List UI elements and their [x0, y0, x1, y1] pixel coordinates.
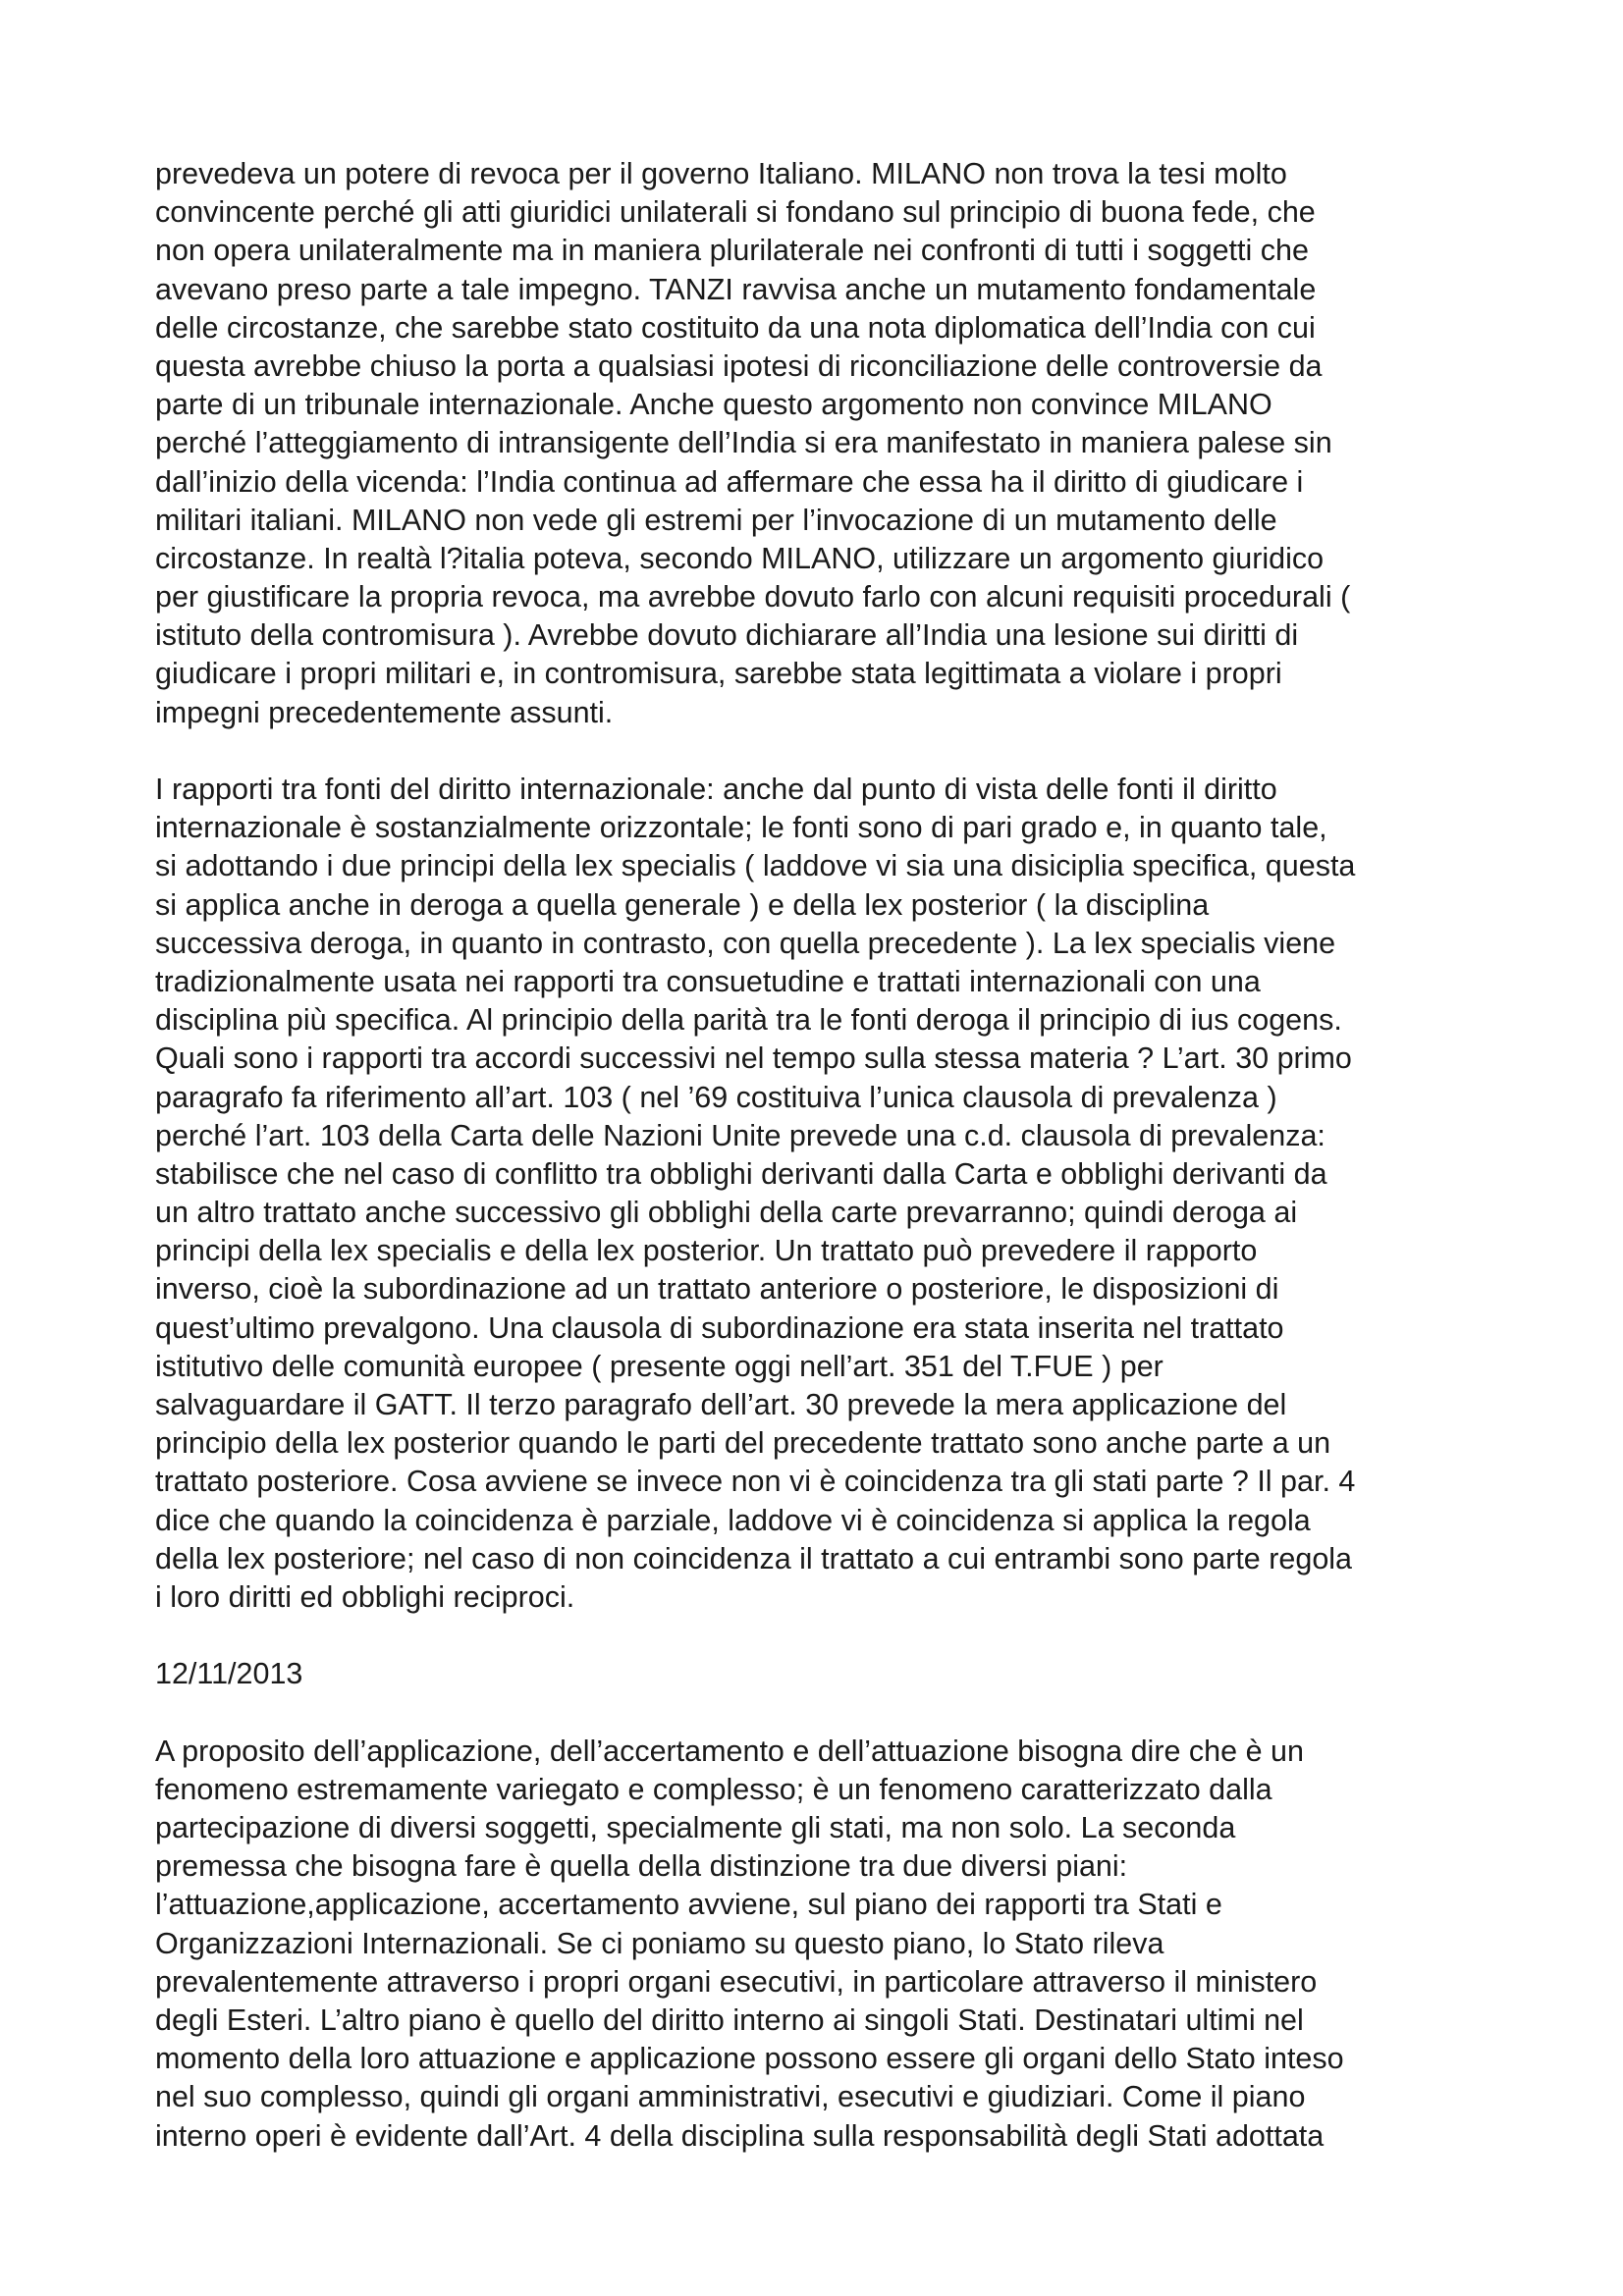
- text-line: perché l’art. 103 della Carta delle Nazioni Unite prevede una c.d. clausola di prevalenza:: [155, 1118, 1325, 1152]
- text-line: nel suo complesso, quindi gli organi amministrativi, esecutivi e giudiziari. Come il piano: [155, 2080, 1306, 2114]
- text-line: principi della lex specialis e della lex posterior. Un trattato può prevedere il rapporto: [155, 1234, 1258, 1268]
- text-line: della lex posteriore; nel caso di non coincidenza il trattato a cui entrambi sono parte regola: [155, 1541, 1353, 1575]
- text-line: convincente perché gli atti giuridici unilaterali si fondano sul principio di buona fede, che: [155, 195, 1316, 230]
- text-line: impegni precedentemente assunti.: [155, 695, 614, 729]
- text-line: disciplina più specifica. Al principio della parità tra le fonti deroga il principio di ius cogens.: [155, 1003, 1342, 1038]
- text-line: trattato posteriore. Cosa avviene se invece non vi è coincidenza tra gli stati parte ? Il par. 4: [155, 1465, 1356, 1499]
- paragraph-spacer: [155, 1617, 1490, 1655]
- text-line: parte di un tribunale internazionale. Anche questo argomento non convince MILANO: [155, 388, 1272, 422]
- text-line: circostanze. In realtà l?italia poteva, secondo MILANO, utilizzare un argomento giuridico: [155, 541, 1325, 575]
- text-line: paragrafo fa riferimento all’art. 103 ( nel ’69 costituiva l’unica clausola di prevalenza ): [155, 1080, 1277, 1114]
- date-heading: 12/11/2013: [155, 1657, 303, 1691]
- text-line: militari italiani. MILANO non vede gli estremi per l’invocazione di un mutamento delle: [155, 503, 1277, 537]
- text-line: premessa che bisogna fare è quella della distinzione tra due diversi piani:: [155, 1849, 1128, 1884]
- text-line: interno operi è evidente dall’Art. 4 della disciplina sulla responsabilità degli Stati adottata: [155, 2118, 1325, 2153]
- paragraph-spacer: [155, 1694, 1490, 1733]
- text-line: inverso, cioè la subordinazione ad un trattato anteriore o posteriore, le disposizioni di: [155, 1272, 1279, 1307]
- text-line: Organizzazioni Internazionali. Se ci poniamo su questo piano, lo Stato rileva: [155, 1926, 1164, 1960]
- text-line: I rapporti tra fonti del diritto internazionale: anche dal punto di vista delle fonti il diritto: [155, 773, 1277, 806]
- document-body: [155, 155, 1490, 2156]
- text-line: istitutivo delle comunità europee ( presente oggi nell’art. 351 del T.FUE ) per: [155, 1349, 1163, 1383]
- text-line: degli Esteri. L’altro piano è quello del diritto interno ai singoli Stati. Destinatari ultimi nel: [155, 2003, 1304, 2037]
- text-line: delle circostanze, che sarebbe stato costituito da una nota diplomatica dell’India con cui: [155, 310, 1316, 345]
- text-line: quest’ultimo prevalgono. Una clausola di subordinazione era stata inserita nel trattato: [155, 1310, 1284, 1345]
- text-line: A proposito dell’applicazione, dell’accertamento e dell’attuazione bisogna dire che è un: [155, 1734, 1304, 1768]
- text-line: fenomeno estremamente variegato e complesso; è un fenomeno caratterizzato dalla: [155, 1772, 1272, 1806]
- paragraph-revoca: [155, 155, 1490, 732]
- text-line: successiva deroga, in quanto in contrasto, con quella precedente ). La lex specialis viene: [155, 926, 1336, 960]
- text-line: un altro trattato anche successivo gli obblighi della carte prevarranno; quindi deroga ai: [155, 1196, 1298, 1230]
- paragraph-rapporti-fonti: [155, 771, 1490, 1617]
- text-line: istituto della contromisura ). Avrebbe dovuto dichiarare all’India una lesione sui diritti di: [155, 618, 1299, 653]
- paragraph-spacer: [155, 732, 1490, 771]
- text-line: si adottando i due principi della lex specialis ( laddove vi sia una disiciplia specifica, questa: [155, 849, 1356, 883]
- text-line: l’attuazione,applicazione, accertamento avviene, sul piano dei rapporti tra Stati e: [155, 1888, 1222, 1922]
- text-line: non opera unilateralmente ma in maniera plurilaterale nei confronti di tutti i soggetti che: [155, 234, 1309, 268]
- text-line: i loro diritti ed obblighi reciproci.: [155, 1579, 575, 1614]
- text-line: salvaguardare il GATT. Il terzo paragrafo dell’art. 30 prevede la mera applicazione del: [155, 1388, 1287, 1421]
- text-line: dice che quando la coincidenza è parziale, laddove vi è coincidenza si applica la regola: [155, 1503, 1311, 1537]
- text-line: prevedeva un potere di revoca per il governo Italiano. MILANO non trova la tesi molto: [155, 157, 1287, 190]
- text-line: Quali sono i rapporti tra accordi successivi nel tempo sulla stessa materia ? L’art. 30 primo: [155, 1041, 1352, 1076]
- text-line: questa avrebbe chiuso la porta a qualsiasi ipotesi di riconciliazione delle controversie da: [155, 348, 1323, 383]
- text-line: avevano preso parte a tale impegno. TANZI ravvisa anche un mutamento fondamentale: [155, 272, 1317, 306]
- text-line: per giustificare la propria revoca, ma avrebbe dovuto farlo con alcuni requisiti procedurali (: [155, 580, 1351, 614]
- text-line: prevalentemente attraverso i propri organi esecutivi, in particolare attraverso il ministero: [155, 1964, 1318, 1999]
- paragraph-applicazione: [155, 1733, 1490, 2156]
- text-line: stabilisce che nel caso di conflitto tra obblighi derivanti dalla Carta e obblighi derivanti da: [155, 1156, 1327, 1191]
- text-line: partecipazione di diversi soggetti, specialmente gli stati, ma non solo. La seconda: [155, 1811, 1236, 1845]
- text-line: internazionale è sostanzialmente orizzontale; le fonti sono di pari grado e, in quanto tale,: [155, 811, 1327, 845]
- text-line: si applica anche in deroga a quella generale ) e della lex posterior ( la disciplina: [155, 887, 1210, 922]
- text-line: perché l’atteggiamento di intransigente dell’India si era manifestato in maniera palese sin: [155, 426, 1332, 460]
- text-line: giudicare i propri militari e, in contromisura, sarebbe stata legittimata a violare i propri: [155, 657, 1282, 691]
- text-line: tradizionalmente usata nei rapporti tra consuetudine e trattati internazionali con una: [155, 964, 1261, 998]
- text-line: dall’inizio della vicenda: l’India continua ad affermare che essa ha il diritto di giudicare i: [155, 464, 1304, 499]
- text-line: momento della loro attuazione e applicazione possono essere gli organi dello Stato inteso: [155, 2042, 1344, 2076]
- text-line: principio della lex posterior quando le parti del precedente trattato sono anche parte a un: [155, 1426, 1331, 1461]
